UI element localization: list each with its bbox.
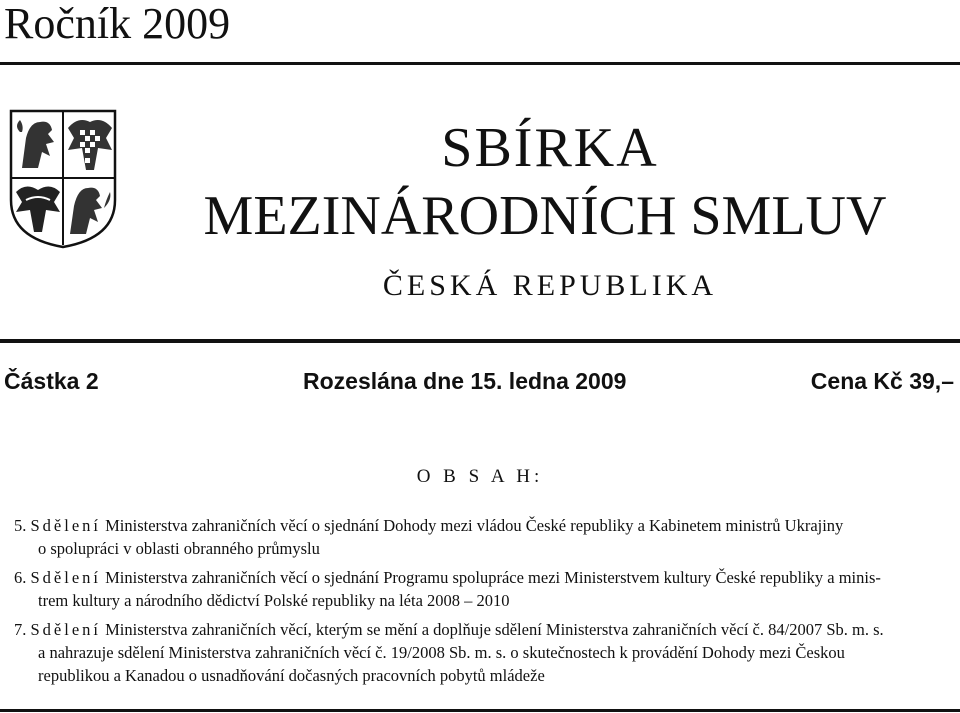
distribution-date: Rozeslána dne 15. ledna 2009 [303, 368, 627, 394]
price: Cena Kč 39,– [810, 368, 954, 394]
middle-rule [0, 339, 960, 343]
item-keyword: Sdělení [30, 568, 101, 587]
contents-item [14, 618, 954, 687]
item-text-line: Ministerstva zahraničních věcí, kterým se mění a doplňuje sdělení Ministerstva zahraničních věcí č. 84/2007 Sb. m. s. [101, 620, 884, 639]
bottom-rule [0, 709, 960, 712]
contents-item [14, 514, 954, 560]
top-rule [0, 62, 960, 65]
volume-label: Ročník 2009 [4, 0, 231, 48]
part-number: Částka 2 [4, 368, 99, 394]
item-number: 6. [14, 568, 27, 587]
item-text-line: republikou a Kanadou o usnadňování dočasných pracovních pobytů mládeže [38, 666, 545, 685]
item-number: 5. [14, 516, 27, 535]
collection-subtitle: MEZINÁRODNÍCH SMLUV [203, 185, 887, 247]
czech-coat-of-arms-icon [8, 108, 118, 250]
country-label: ČESKÁ REPUBLIKA [382, 269, 718, 302]
item-text-line: o spolupráci v oblasti obranného průmyslu [38, 539, 320, 558]
item-keyword: Sdělení [30, 516, 101, 535]
item-text-line: Ministerstva zahraničních věcí o sjednání Programu spolupráce mezi Ministerstvem kultury České republiky a minis- [101, 568, 881, 587]
item-keyword: Sdělení [30, 620, 101, 639]
contents-item [14, 566, 954, 612]
contents-heading: O B S A H: [416, 466, 544, 487]
collection-title: SBÍRKA [441, 117, 659, 179]
item-text-line: trem kultury a národního dědictví Polské republiky na léta 2008 – 2010 [38, 591, 510, 610]
item-number: 7. [14, 620, 27, 639]
item-text-line: a nahrazuje sdělení Ministerstva zahraničních věcí č. 19/2008 Sb. m. s. o skutečnostech k provádění Dohody mezi Českou [38, 643, 845, 662]
item-text-line: Ministerstva zahraničních věcí o sjednání Dohody mezi vládou České republiky a Kabinetem ministrů Ukrajiny [101, 516, 844, 535]
